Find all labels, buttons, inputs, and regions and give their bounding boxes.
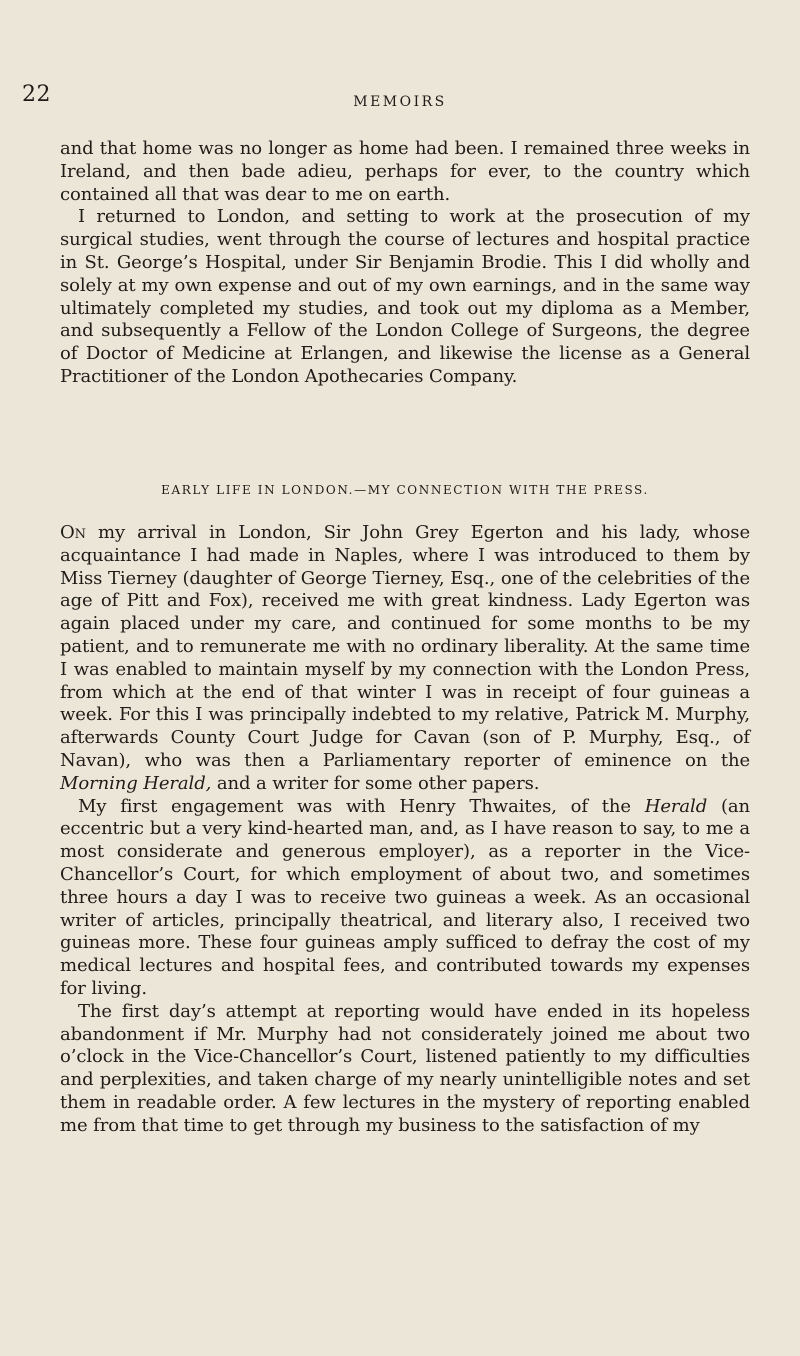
newspaper-title: Morning Herald, [60,772,212,794]
paragraph [60,796,750,1001]
paragraph [60,522,750,796]
paragraph-text: and a writer for some other papers. [211,772,540,794]
running-title: MEMOIRS [353,94,447,110]
newspaper-title: Herald [644,795,708,817]
section-1-text [60,138,750,389]
paragraph-lead: On [60,522,86,543]
section-2-text [60,522,750,1138]
page-number: 22 [22,82,51,107]
paragraph: I returned to London, and setting to work at the prosecution of my surgical studies, went through the course of lectures and hospital practice in St. George’s Hospital, under Sir Benjamin Brodie. This I did wholly and solely at my own expense and out of my own earnings, and in the same way ultimately completed my studies, and took out my diploma as a Member, and subsequently a Fellow of the London College of Surgeons, the degree of Doctor of Medicine at Erlangen, and likewise the license as a General Practitioner of the London Apothecaries Company. [60,206,750,387]
paragraph: The first day’s attempt at reporting would have ended in its hopeless abandonment if Mr. Murphy had not considerately joined me about two o’clock in the Vice-Chancellor’s Court, listened patiently to my difficulties and perplexities, and taken charge of my nearly unintelligible notes and set them in readable order. A few lectures in the mystery of reporting enabled me from that time to get through my business to the satisfaction of my [60,1000,750,1136]
paragraph-text: (an eccentric but a very kind-hearted man, and, as I have reason to say, to me a most considerate and generous employer), as a reporter in the Vice-Chancellor’s Court, for which employment of about two, and sometimes three hours a day I was to receive two guineas a week. As an occasional writer of articles, principally theatrical, and literary also, I received two guineas more. These four guineas amply sufficed to defray the cost of my medical lectures and hospital fees, and contributed towards my expenses for living. [60,795,751,999]
paragraph-text: My first engagement was with Henry Thwaites, of the [78,795,645,817]
paragraph: and that home was no longer as home had been. I remained three weeks in Ireland, and then bade adieu, perhaps for ever, to the country which contained all that was dear to me on earth. [60,138,750,205]
paragraph-text: my arrival in London, Sir John Grey Egerton and his lady, whose acquaintance I had made in Naples, where I was introduced to them by Miss Tierney (daughter of George Tierney, Esq., one of the celebrities of the age of Pitt and Fox), received me with great kindness. Lady Egerton was again placed under my care, and continued for some months to be my patient, and to remunerate me with no ordinary liberality. At the same time I was enabled to maintain myself by my connection with the London Press, from which at the end of that winter I was in receipt of four guineas a week. For this I was principally indebted to my relative, Patrick M. Murphy, afterwards County Court Judge for Cavan (son of P. Murphy, Esq., of Navan), who was then a Parliamentary reporter of eminence on the [60,522,750,771]
section-heading: EARLY LIFE IN LONDON.—MY CONNECTION WITH THE PRESS. [161,483,649,497]
